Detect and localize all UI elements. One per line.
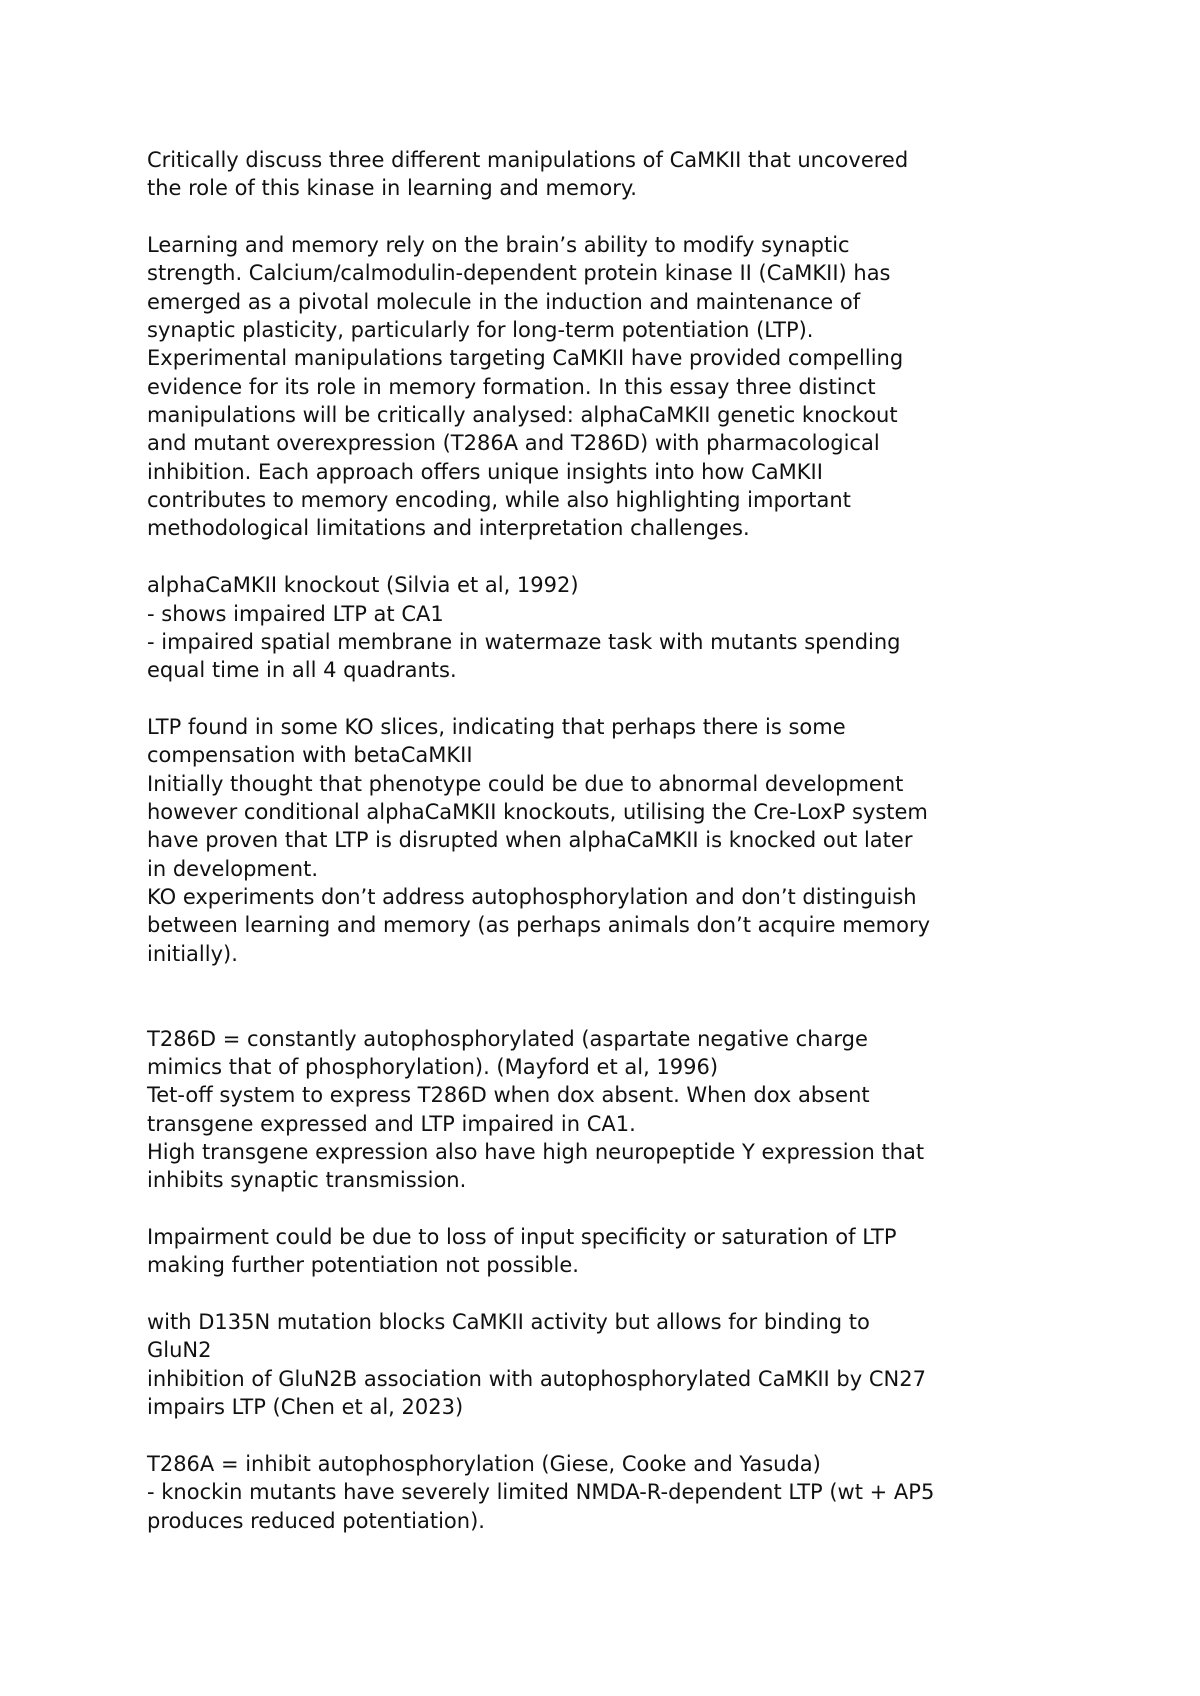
text-line: LTP found in some KO slices, indicating that perhaps there is some [147, 714, 846, 739]
text-line: initially). [147, 941, 238, 966]
paragraph [147, 713, 1147, 968]
text-line: in development. [147, 856, 319, 881]
paragraph [147, 231, 1147, 543]
text-line: synaptic plasticity, particularly for long-term potentiation (LTP). [147, 318, 814, 343]
text-line: with D135N mutation blocks CaMKII activity but allows for binding to [147, 1310, 870, 1335]
text-line: contributes to memory encoding, while also highlighting important [147, 488, 851, 513]
text-line: evidence for its role in memory formation. In this essay three distinct [147, 374, 876, 399]
text-line: High transgene expression also have high neuropeptide Y expression that [147, 1140, 925, 1165]
paragraph [147, 1450, 1147, 1535]
text-line: Initially thought that phenotype could be due to abnormal development [147, 771, 904, 796]
text-line: Tet-off system to express T286D when dox absent. When dox absent [147, 1083, 870, 1108]
essay-question-line: Critically discuss three different manipulations of CaMKII that uncovered [147, 148, 909, 172]
text-line: T286A = inhibit autophosphorylation (Giese, Cooke and Yasuda) [147, 1451, 821, 1476]
text-line: - knockin mutants have severely limited NMDA-R-dependent LTP (wt + AP5 [147, 1480, 935, 1505]
text-line: KO experiments don’t address autophosphorylation and don’t distinguish [147, 884, 917, 909]
text-line: inhibition of GluN2B association with autophosphorylated CaMKII by CN27 [147, 1366, 926, 1391]
text-line: impairs LTP (Chen et al, 2023) [147, 1395, 464, 1420]
paragraph-spacer [147, 1280, 1147, 1308]
text-line: between learning and memory (as perhaps animals don’t acquire memory [147, 913, 931, 938]
paragraph-spacer [147, 996, 1147, 1024]
text-line: inhibits synaptic transmission. [147, 1168, 467, 1193]
text-line: produces reduced potentiation). [147, 1508, 485, 1533]
text-line: GluN2 [147, 1338, 212, 1363]
text-line: strength. Calcium/calmodulin-dependent protein kinase II (CaMKII) has [147, 261, 891, 286]
text-line: T286D = constantly autophosphorylated (aspartate negative charge [147, 1026, 868, 1051]
text-line: alphaCaMKII knockout (Silvia et al, 1992) [147, 573, 579, 598]
text-line: inhibition. Each approach offers unique insights into how CaMKII [147, 459, 823, 484]
paragraph-spacer [147, 543, 1147, 571]
paragraph [147, 1025, 1147, 1195]
text-line: compensation with betaCaMKII [147, 743, 473, 768]
text-line: Experimental manipulations targeting CaMKII have provided compelling [147, 346, 904, 371]
text-line: Learning and memory rely on the brain’s ability to modify synaptic [147, 233, 850, 258]
paragraph-spacer [147, 1195, 1147, 1223]
text-line: Impairment could be due to loss of input specificity or saturation of LTP [147, 1225, 897, 1250]
text-line: however conditional alphaCaMKII knockouts, utilising the Cre-LoxP system [147, 799, 928, 824]
text-line: making further potentiation not possible. [147, 1253, 579, 1278]
document-page [147, 146, 1147, 1535]
text-line: have proven that LTP is disrupted when alphaCaMKII is knocked out later [147, 828, 913, 853]
paragraph-spacer [147, 968, 1147, 996]
text-line: and mutant overexpression (T286A and T286D) with pharmacological [147, 431, 880, 456]
text-line: equal time in all 4 quadrants. [147, 658, 457, 683]
text-line: - shows impaired LTP at CA1 [147, 601, 444, 626]
text-line: - impaired spatial membrane in watermaze task with mutants spending [147, 629, 901, 654]
paragraph-spacer [147, 203, 1147, 231]
text-line: methodological limitations and interpretation challenges. [147, 516, 750, 541]
text-line: manipulations will be critically analysed: alphaCaMKII genetic knockout [147, 403, 898, 428]
paragraph [147, 146, 1147, 203]
text-line: transgene expressed and LTP impaired in CA1. [147, 1111, 636, 1136]
paragraph-spacer [147, 1421, 1147, 1449]
text-line: emerged as a pivotal molecule in the induction and maintenance of [147, 289, 861, 314]
paragraph-spacer [147, 685, 1147, 713]
paragraph [147, 571, 1147, 684]
paragraph [147, 1308, 1147, 1421]
text-line: mimics that of phosphorylation). (Mayford et al, 1996) [147, 1055, 719, 1079]
paragraph [147, 1223, 1147, 1280]
essay-question-line: the role of this kinase in learning and memory. [147, 176, 637, 201]
